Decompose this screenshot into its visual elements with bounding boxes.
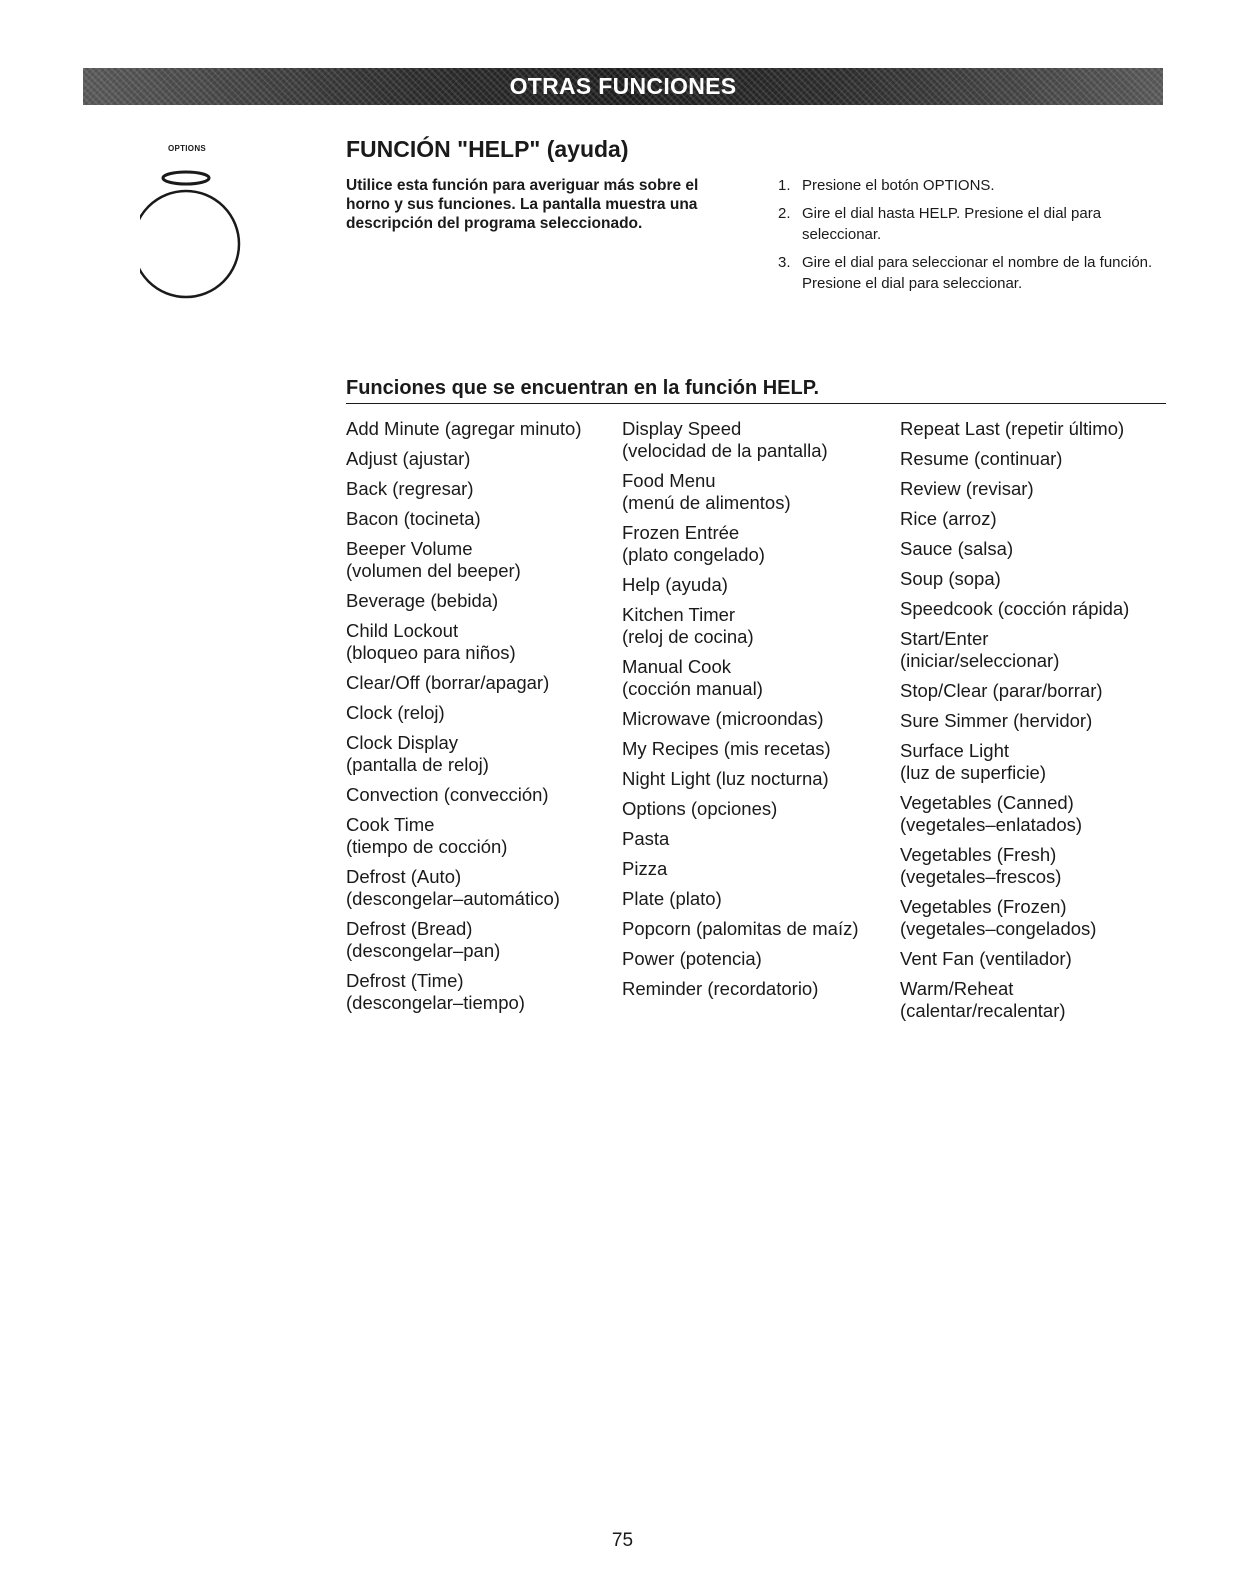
- function-item: Kitchen Timer (reloj de cocina): [622, 604, 754, 647]
- function-item: Adjust (ajustar): [346, 448, 471, 469]
- step-item: [778, 203, 1178, 245]
- function-item: Start/Enter (iniciar/seleccionar): [900, 628, 1060, 671]
- function-item: Reminder (recordatorio): [622, 978, 819, 999]
- functions-heading: Funciones que se encuentran en la función HELP.: [346, 377, 1166, 404]
- options-dial-icon: [140, 144, 250, 314]
- function-item: Convection (convección): [346, 784, 549, 805]
- function-item: Pizza: [622, 858, 668, 879]
- function-item: Plate (plato): [622, 888, 722, 909]
- page-title: FUNCIÓN "HELP" (ayuda): [346, 136, 629, 162]
- step-item: [778, 252, 1178, 294]
- step-text: Gire el dial para seleccionar el nombre de la función. Presione el dial para seleccionar.: [802, 254, 1153, 292]
- function-item: Cook Time (tiempo de cocción): [346, 814, 508, 857]
- function-item: Defrost (Bread) (descongelar–pan): [346, 918, 501, 961]
- function-item: Beverage (bebida): [346, 590, 499, 611]
- function-item: Vegetables (Frozen) (vegetales–congelados): [900, 896, 1097, 939]
- function-item: Speedcook (cocción rápida): [900, 598, 1130, 619]
- intro-text: Utilice esta función para averiguar más sobre el horno y sus funciones. La pantalla muestra una descripción del programa seleccionado.: [346, 177, 699, 232]
- function-item: Frozen Entrée (plato congelado): [622, 522, 765, 565]
- options-icon-label: OPTIONS: [167, 144, 207, 153]
- step-item: [778, 175, 1178, 196]
- function-item: Power (potencia): [622, 948, 762, 969]
- step-text: Gire el dial hasta HELP. Presione el dial para seleccionar.: [802, 205, 1102, 243]
- steps-list: [778, 175, 1178, 301]
- section-banner: [83, 68, 1163, 105]
- function-item: Vegetables (Canned) (vegetales–enlatados): [900, 792, 1083, 835]
- function-item: Manual Cook (cocción manual): [622, 656, 763, 699]
- banner-title: OTRAS FUNCIONES: [509, 73, 737, 99]
- function-item: Repeat Last (repetir último): [900, 418, 1125, 439]
- function-item: Options (opciones): [622, 798, 778, 819]
- function-item: Add Minute (agregar minuto): [346, 418, 582, 439]
- function-item: Bacon (tocineta): [346, 508, 481, 529]
- function-item: Stop/Clear (parar/borrar): [900, 680, 1103, 701]
- function-item: Popcorn (palomitas de maíz): [622, 918, 859, 939]
- function-item: Sauce (salsa): [900, 538, 1014, 559]
- function-item: Night Light (luz nocturna): [622, 768, 829, 789]
- function-item: Microwave (microondas): [622, 708, 824, 729]
- function-item: Back (regresar): [346, 478, 474, 499]
- function-item: Beeper Volume (volumen del beeper): [346, 538, 521, 581]
- function-item: Sure Simmer (hervidor): [900, 710, 1093, 731]
- function-item: Rice (arroz): [900, 508, 997, 529]
- options-button-icon: [140, 144, 250, 314]
- functions-column-2: [622, 418, 902, 1008]
- step-number: 3.: [778, 254, 791, 271]
- page-number: 75: [611, 1530, 634, 1551]
- function-item: Soup (sopa): [900, 568, 1001, 589]
- function-item: Display Speed (velocidad de la pantalla): [622, 418, 828, 461]
- functions-column-3: [900, 418, 1200, 1030]
- step-number: 2.: [778, 205, 791, 222]
- function-item: Clock Display (pantalla de reloj): [346, 732, 489, 775]
- function-item: Clock (reloj): [346, 702, 445, 723]
- function-item: Vegetables (Fresh) (vegetales–frescos): [900, 844, 1062, 887]
- function-item: Review (revisar): [900, 478, 1034, 499]
- options-button-shape: [163, 172, 209, 184]
- function-item: Resume (continuar): [900, 448, 1063, 469]
- function-item: Defrost (Auto) (descongelar–automático): [346, 866, 560, 909]
- function-item: Pasta: [622, 828, 670, 849]
- step-number: 1.: [778, 177, 791, 194]
- function-item: Surface Light (luz de superficie): [900, 740, 1047, 783]
- function-item: Warm/Reheat (calentar/recalentar): [900, 978, 1066, 1021]
- function-item: Food Menu (menú de alimentos): [622, 470, 791, 513]
- function-item: Child Lockout (bloqueo para niños): [346, 620, 516, 663]
- function-item: Help (ayuda): [622, 574, 728, 595]
- function-item: My Recipes (mis recetas): [622, 738, 831, 759]
- function-item: Defrost (Time) (descongelar–tiempo): [346, 970, 525, 1013]
- function-item: Vent Fan (ventilador): [900, 948, 1072, 969]
- step-text: Presione el botón OPTIONS.: [802, 177, 995, 194]
- function-item: Clear/Off (borrar/apagar): [346, 672, 550, 693]
- functions-column-1: [346, 418, 626, 1022]
- dial-circle: [140, 191, 239, 297]
